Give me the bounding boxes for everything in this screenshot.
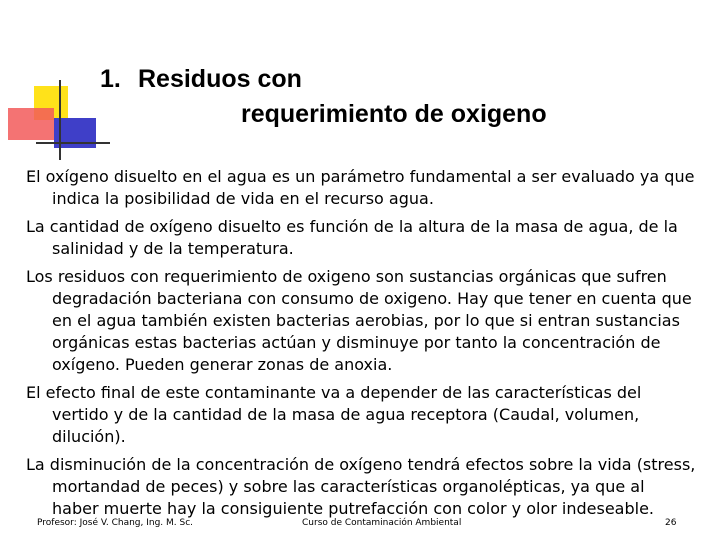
title-number: 1. [100,65,121,93]
title-line-1: Residuos con [138,65,302,93]
paragraph-oxygen-factors: La cantidad de oxígeno disuelto es función de la altura de la masa de agua, de la salinidad y de la temperatura. [26,217,678,258]
title-line-2: requerimiento de oxigeno [241,100,547,128]
footer-page-number: 26 [665,518,677,528]
decorative-logo-blocks [0,0,110,170]
slide-body [26,166,696,526]
paragraph-oxygen-parameter: El oxígeno disuelto en el agua es un parámetro fundamental a ser evaluado ya que indica la posibilidad de vida en el recurso agua. [26,167,695,208]
paragraph-oxygen-decrease: La disminución de la concentración de oxígeno tendrá efectos sobre la vida (stress, mortandad de peces) y sobre las características organolépticas, ya que al haber muerte hay la consiguiente putrefacción con color y olor indeseable. [26,455,696,518]
paragraph-final-effect: El efecto final de este contaminante va a depender de las características del vertido y de la cantidad de la masa de agua receptora (Caudal, volumen, dilución). [26,383,642,446]
red-block [8,108,54,140]
paragraph-organic-residues: Los residuos con requerimiento de oxigeno son sustancias orgánicas que sufren degradación bacteriana con consumo de oxigeno. Hay que tener en cuenta que en el agua también existen bacterias aerobias, por lo que si entran sustancias orgánicas estas bacterias actúan y disminuye por tanto la concentración de oxígeno. Pueden generar zonas de anoxia. [26,267,692,374]
footer-course: Curso de Contaminación Ambiental [302,518,462,528]
slide-title [100,62,547,132]
footer-author: Profesor: José V. Chang, Ing. M. Sc. [37,518,194,528]
